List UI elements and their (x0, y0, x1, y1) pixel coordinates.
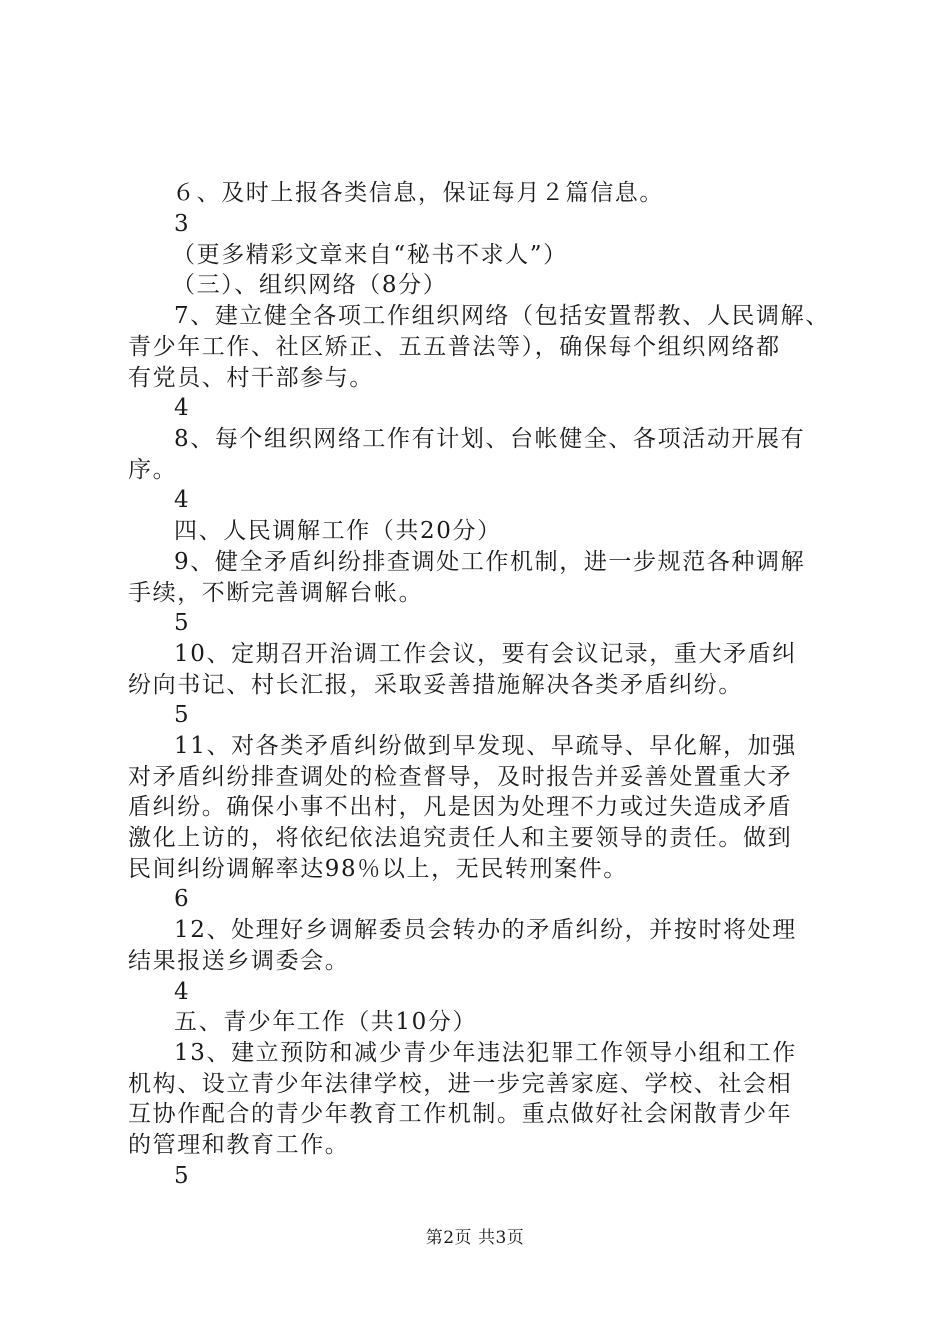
item-11-line-5: 民间纠纷调解率达98％以上，无民转刑案件。 (128, 856, 628, 882)
item-13-line-4: 的管理和教育工作。 (128, 1132, 350, 1158)
item-12-score: 4 (174, 979, 191, 1005)
item-8-line-2: 序。 (128, 457, 178, 483)
item-11-line-1: 11、对各类矛盾纠纷做到早发现、早疏导、早化解，加强 (174, 733, 797, 759)
item-9-line-1: 9、健全矛盾纠纷排查调处工作机制，进一步规范各种调解 (174, 549, 806, 575)
item-11-line-2: 对矛盾纠纷排查调处的检查督导，及时报告并妥善处置重大矛 (128, 764, 793, 790)
item-6-score: 3 (174, 211, 191, 237)
item-11-line-4: 激化上访的，将依纪依法追究责任人和主要领导的责任。做到 (128, 825, 793, 851)
item-9-line-2: 手续，不断完善调解台帐。 (128, 580, 424, 606)
item-7-line-1: 7、建立健全各项工作组织网络（包括安置帮教、人民调解、 (174, 303, 830, 329)
section-4-heading: 四、人民调解工作（共20分） (174, 518, 502, 544)
item-10-line-1: 10、定期召开治调工作会议，要有会议记录，重大矛盾纠 (174, 641, 797, 667)
page-footer: 第2页 共3页 (425, 1228, 525, 1248)
item-10-score: 5 (174, 702, 191, 728)
item-13-line-1: 13、建立预防和减少青少年违法犯罪工作领导小组和工作 (174, 1040, 797, 1066)
item-11-line-3: 盾纠纷。确保小事不出村，凡是因为处理不力或过失造成矛盾 (128, 794, 793, 820)
section-3-heading: （三）、组织网络（8分） (172, 272, 448, 298)
item-13-line-3: 互协作配合的青少年教育工作机制。重点做好社会闲散青少年 (128, 1101, 793, 1127)
item-13-score: 5 (174, 1163, 191, 1189)
item-7-line-3: 有党员、村干部参与。 (128, 365, 374, 391)
section-5-heading: 五、青少年工作（共10分） (174, 1009, 478, 1035)
item-6-text: ６、及时上报各类信息，保证每月２篇信息。 (172, 180, 664, 206)
item-12-line-1: 12、处理好乡调解委员会转办的矛盾纠纷，并按时将处理 (174, 917, 797, 943)
item-7-score: 4 (174, 395, 191, 421)
source-note: （更多精彩文章来自“秘书不求人”） (172, 242, 568, 268)
item-8-line-1: 8、每个组织网络工作有计划、台帐健全、各项活动开展有 (174, 426, 806, 452)
item-9-score: 5 (174, 610, 191, 636)
item-8-score: 4 (174, 487, 191, 513)
item-7-line-2: 青少年工作、社区矫正、五五普法等），确保每个组织网络都 (128, 334, 781, 360)
item-10-line-2: 纷向书记、村长汇报，采取妥善措施解决各类矛盾纠纷。 (128, 672, 743, 698)
item-11-score: 6 (174, 886, 191, 912)
item-13-line-2: 机构、设立青少年法律学校，进一步完善家庭、学校、社会相 (128, 1071, 793, 1097)
item-12-line-2: 结果报送乡调委会。 (128, 948, 350, 974)
